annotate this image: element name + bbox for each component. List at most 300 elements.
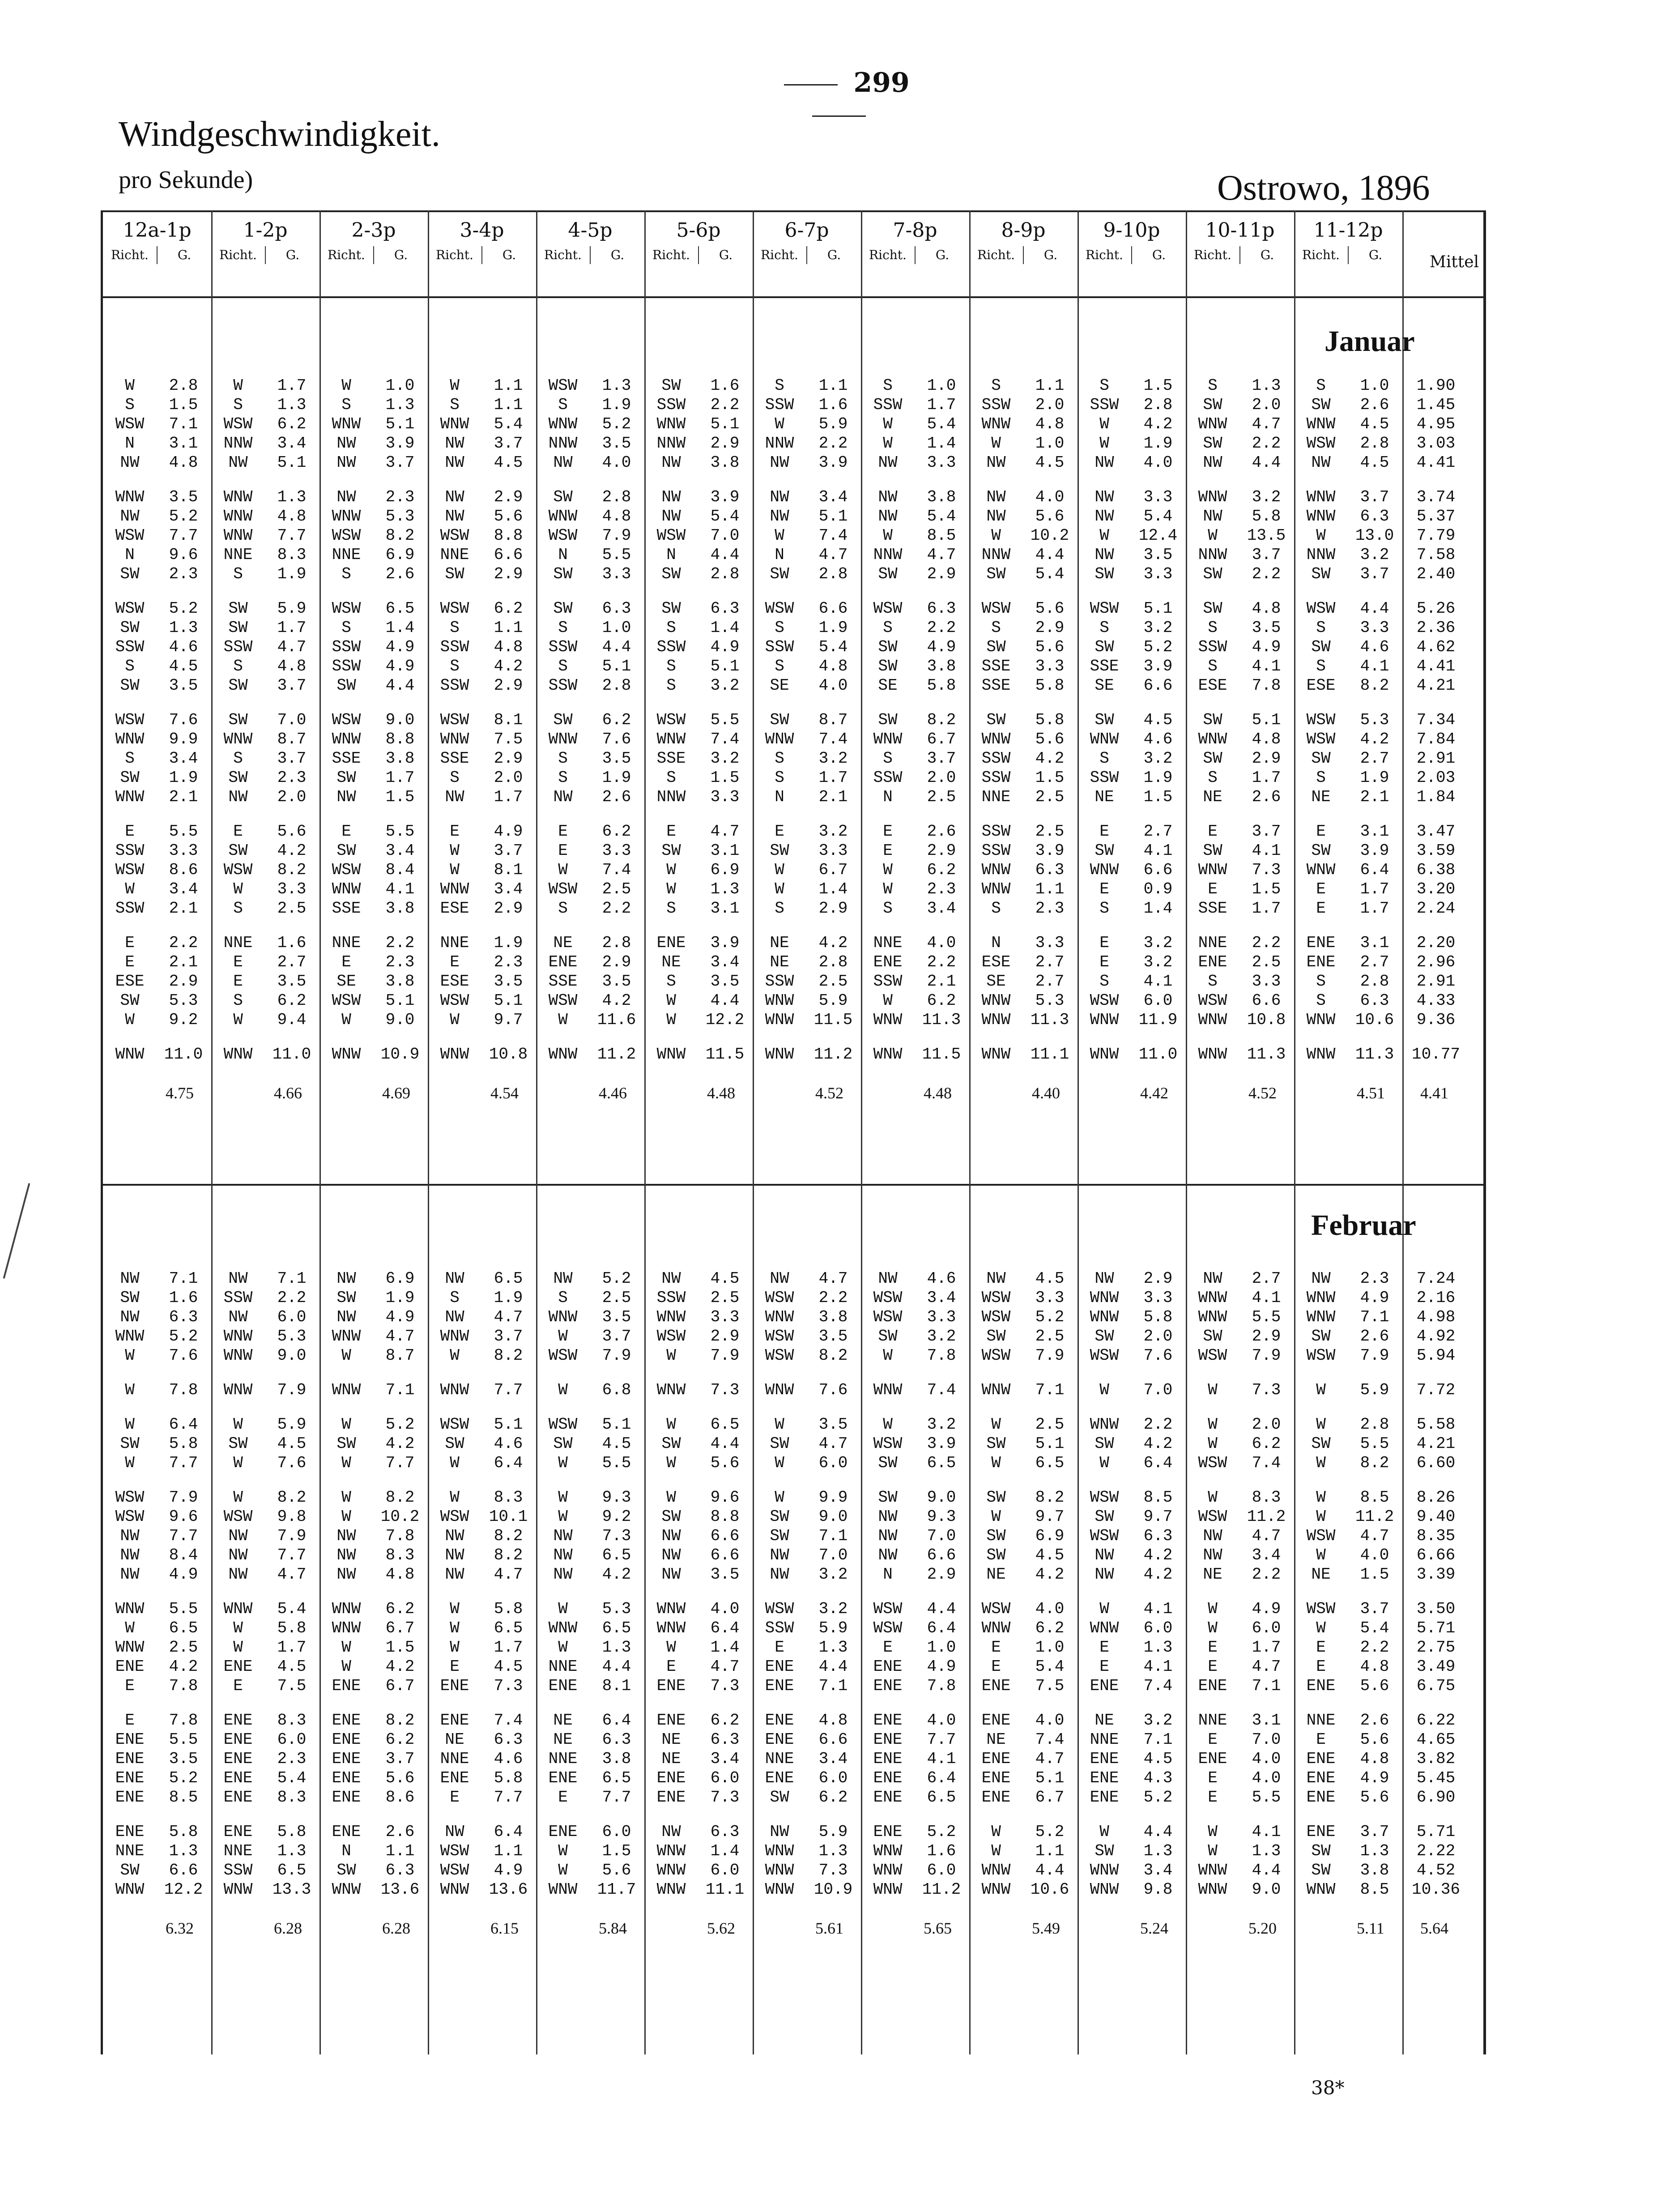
wind-direction: WNW [981, 1861, 1011, 1879]
wind-speed: 7.4 [1143, 1677, 1173, 1695]
wind-speed: 3.2 [818, 1600, 848, 1618]
wind-direction: NE [553, 1711, 573, 1729]
wind-speed: 6.6 [1252, 991, 1281, 1010]
wind-direction: WNW [1306, 1308, 1336, 1326]
wind-direction: WNW [548, 1880, 578, 1899]
wind-speed: 3.5 [169, 488, 198, 506]
speed-label: G. [1043, 248, 1058, 262]
day-group [753, 376, 806, 472]
wind-direction: ENE [223, 1769, 253, 1787]
februar-hour-average: 5.61 [815, 1919, 843, 1937]
day-group [319, 1599, 373, 1695]
wind-speed: 9.9 [818, 1488, 848, 1507]
wind-speed: 2.5 [1035, 1327, 1065, 1345]
day-group [590, 376, 643, 472]
subheader [211, 246, 319, 264]
wind-speed: 1.5 [169, 396, 198, 414]
wind-speed: 5.9 [818, 1823, 848, 1841]
day-group [1186, 1711, 1239, 1807]
wind-speed: 3.7 [1360, 1823, 1389, 1841]
day-group [590, 1488, 643, 1584]
day-group [1023, 1415, 1077, 1473]
wind-direction: S [341, 565, 351, 583]
wind-direction: W [1208, 1381, 1218, 1399]
day-group [915, 1488, 968, 1584]
wind-direction: W [450, 841, 460, 860]
wind-speed: 1.3 [277, 396, 307, 414]
wind-direction: E [1099, 1657, 1109, 1676]
wind-direction: E [450, 822, 460, 841]
day-group [1131, 933, 1185, 1029]
wind-direction: W [883, 991, 893, 1010]
dir-label: Richt. [1077, 246, 1132, 264]
wind-speed: 13.6 [489, 1880, 528, 1899]
wind-direction: W [991, 1842, 1001, 1860]
day-group [481, 1822, 535, 1899]
daily-mean: 2.03 [1416, 769, 1456, 787]
daily-mean: 5.26 [1416, 599, 1456, 618]
wind-direction: E [1099, 1638, 1109, 1657]
speed-label: G. [1152, 248, 1166, 262]
daily-mean: 3.50 [1416, 1600, 1456, 1618]
januar-hour-average: 4.42 [1140, 1084, 1168, 1102]
daily-mean: 2.16 [1416, 1289, 1456, 1307]
wind-speed: 2.8 [169, 376, 198, 395]
wind-direction: WNW [548, 1619, 578, 1637]
wind-direction: SSW [223, 1861, 253, 1879]
subheader [1077, 246, 1186, 264]
day-group [915, 1599, 968, 1695]
wind-direction: SW [336, 841, 356, 860]
wind-direction: ENE [115, 1657, 145, 1676]
wind-speed: 5.3 [385, 507, 415, 525]
wind-direction: E [1316, 899, 1326, 918]
wind-speed: 8.7 [818, 711, 848, 729]
wind-speed: 2.2 [818, 1289, 848, 1307]
wind-direction: SW [661, 1507, 681, 1526]
daily-mean: 3.20 [1416, 880, 1456, 898]
wind-direction: W [450, 1488, 460, 1507]
wind-speed: 3.3 [818, 841, 848, 860]
hour-label: 5-6p [676, 219, 721, 242]
wind-direction: WNW [440, 415, 469, 433]
wind-speed: 5.8 [494, 1600, 523, 1618]
wind-speed: 8.4 [169, 1546, 198, 1564]
wind-speed: 7.1 [169, 1269, 198, 1288]
wind-speed: 5.9 [818, 1619, 848, 1637]
wind-speed: 4.5 [1360, 415, 1389, 433]
station-location: Ostrowo, 1896 [1217, 168, 1430, 208]
wind-direction: SW [1095, 1435, 1114, 1453]
day-group [536, 1488, 590, 1584]
wind-direction: NW [1095, 1269, 1114, 1288]
wind-speed: 6.7 [1035, 1788, 1065, 1806]
wind-direction: NE [1203, 788, 1222, 806]
day-group [1186, 822, 1239, 918]
wind-speed: 8.6 [169, 861, 198, 879]
wind-direction: SW [228, 711, 248, 729]
wind-speed: 5.1 [277, 453, 307, 472]
wind-speed: 6.3 [1143, 1527, 1173, 1545]
day-group [319, 1415, 373, 1473]
day-group [319, 933, 373, 1029]
month-label-februar: Februar [1311, 1209, 1416, 1242]
wind-speed: 11.3 [1247, 1045, 1286, 1063]
wind-direction: W [1316, 1619, 1326, 1637]
wind-direction: WNW [1090, 730, 1119, 748]
wind-direction: NW [878, 1546, 898, 1564]
wind-speed: 4.2 [1035, 1565, 1065, 1584]
wind-speed: 7.1 [169, 415, 198, 433]
wind-speed: 6.3 [710, 1730, 740, 1749]
daily-mean: 6.75 [1416, 1677, 1456, 1695]
wind-direction: WNW [1090, 1045, 1119, 1063]
wind-direction: NNE [1198, 1711, 1227, 1729]
wind-direction: ENE [223, 1750, 253, 1768]
wind-table [101, 210, 1486, 2054]
wind-direction: W [666, 1488, 676, 1507]
day-group [373, 1822, 427, 1899]
wind-direction: ENE [548, 1769, 578, 1787]
wind-speed: 1.7 [385, 769, 415, 787]
wind-direction: SSE [981, 657, 1011, 675]
wind-direction: ENE [440, 1769, 469, 1787]
page-title: Windgeschwindigkeit. [119, 115, 440, 154]
day-group [915, 487, 968, 584]
day-group [698, 1415, 752, 1473]
wind-direction: WSW [440, 1842, 469, 1860]
wind-direction: W [558, 1842, 568, 1860]
wind-speed: 2.5 [818, 972, 848, 991]
day-group [698, 822, 752, 918]
wind-direction: SSW [873, 396, 903, 414]
wind-speed: 5.4 [1360, 1619, 1389, 1637]
wind-direction: NW [878, 1507, 898, 1526]
wind-speed: 2.1 [169, 899, 198, 918]
wind-direction: WSW [873, 599, 903, 618]
wind-speed: 11.0 [164, 1045, 203, 1063]
wind-direction: NW [878, 1527, 898, 1545]
wind-direction: WNW [1090, 861, 1119, 879]
wind-direction: E [125, 934, 135, 952]
wind-direction: NW [878, 1269, 898, 1288]
wind-speed: 5.2 [1035, 1308, 1065, 1326]
wind-speed: 7.7 [602, 1788, 631, 1806]
wind-speed: 2.7 [1035, 972, 1065, 991]
day-group [428, 1599, 481, 1695]
wind-direction: NW [1203, 1269, 1222, 1288]
day-group [644, 1488, 698, 1584]
wind-speed: 6.4 [169, 1415, 198, 1434]
wind-speed: 3.4 [710, 953, 740, 971]
wind-direction: SW [770, 1788, 789, 1806]
wind-direction: W [991, 1415, 1001, 1434]
wind-direction: NW [878, 488, 898, 506]
wind-speed: 3.5 [818, 1327, 848, 1345]
day-group [698, 1822, 752, 1899]
wind-direction: NE [661, 1730, 681, 1749]
wind-direction: E [666, 822, 676, 841]
wind-direction: SW [1203, 396, 1222, 414]
wind-direction: W [233, 1619, 243, 1637]
wind-direction: NW [445, 434, 464, 453]
wind-speed: 2.2 [1252, 934, 1281, 952]
wind-direction: ENE [223, 1730, 253, 1749]
wind-speed: 4.2 [494, 657, 523, 675]
day-group [861, 710, 915, 807]
wind-direction: W [666, 861, 676, 879]
wind-speed: 7.3 [1252, 1381, 1281, 1399]
wind-speed: 10.6 [1030, 1880, 1069, 1899]
wind-direction: W [1099, 415, 1109, 433]
wind-speed: 1.1 [1035, 376, 1065, 395]
wind-direction: SW [986, 1327, 1006, 1345]
day-group [211, 1488, 265, 1584]
wind-speed: 1.7 [1360, 899, 1389, 918]
wind-direction: SSE [440, 749, 469, 768]
wind-speed: 7.3 [710, 1381, 740, 1399]
subheader [428, 246, 536, 264]
wind-speed: 5.3 [1360, 711, 1389, 729]
wind-speed: 5.5 [602, 1454, 631, 1472]
wind-speed: 2.8 [602, 676, 631, 695]
day-group [481, 487, 535, 584]
wind-direction: E [233, 953, 243, 971]
wind-direction: ENE [1306, 1769, 1336, 1787]
scan-edge-mark [3, 1183, 30, 1279]
header-hour-1 [211, 215, 319, 264]
wind-speed: 4.8 [277, 507, 307, 525]
wind-direction: ENE [1306, 1788, 1336, 1806]
wind-direction: SSE [332, 749, 361, 768]
wind-direction: W [341, 1638, 351, 1657]
day-group [103, 1822, 157, 1899]
wind-speed: 6.2 [385, 1600, 415, 1618]
wind-direction: WNW [765, 1842, 794, 1860]
header-rule [103, 296, 1483, 298]
wind-speed: 4.2 [277, 841, 307, 860]
day-group [1294, 1599, 1348, 1695]
wind-speed: 7.8 [927, 1677, 956, 1695]
day-group [1186, 1045, 1239, 1064]
wind-direction: WNW [223, 1600, 253, 1618]
wind-direction: ENE [332, 1677, 361, 1695]
wind-speed: 10.9 [380, 1045, 420, 1063]
speed-label: G. [177, 248, 192, 262]
wind-speed: 4.1 [385, 880, 415, 898]
wind-direction: WSW [115, 1507, 145, 1526]
day-group [861, 933, 915, 1029]
day-group [1186, 1415, 1239, 1473]
wind-direction: NW [336, 1527, 356, 1545]
wind-speed: 6.3 [494, 1730, 523, 1749]
wind-speed: 10.2 [1030, 526, 1069, 545]
day-group [1239, 1599, 1293, 1695]
day-group [1023, 1599, 1077, 1695]
wind-speed: 6.5 [494, 1619, 523, 1637]
wind-speed: 3.5 [169, 1750, 198, 1768]
wind-direction: NW [1203, 507, 1222, 525]
wind-direction: WNW [548, 1308, 578, 1326]
day-group [1023, 1488, 1077, 1584]
wind-speed: 6.2 [277, 991, 307, 1010]
wind-speed: 7.3 [710, 1677, 740, 1695]
wind-direction: WNW [765, 1381, 794, 1399]
day-group [373, 933, 427, 1029]
wind-speed: 1.7 [1360, 880, 1389, 898]
wind-direction: NW [553, 1269, 573, 1288]
daily-mean: 1.90 [1416, 376, 1456, 395]
wind-speed: 2.5 [710, 1289, 740, 1307]
wind-direction: WNW [981, 880, 1011, 898]
wind-speed: 4.8 [1252, 730, 1281, 748]
wind-direction: WSW [1306, 730, 1336, 748]
wind-direction: W [883, 861, 893, 879]
wind-direction: S [558, 749, 568, 768]
februar-dir-column-1 [211, 1269, 265, 1914]
wind-direction: NW [336, 453, 356, 472]
day-group [1023, 710, 1077, 807]
wind-direction: ENE [765, 1657, 794, 1676]
wind-speed: 5.8 [1252, 507, 1281, 525]
daily-mean: 5.45 [1416, 1769, 1456, 1787]
day-group [590, 710, 643, 807]
wind-direction: NNE [1198, 934, 1227, 952]
daily-mean: 4.41 [1416, 657, 1456, 675]
wind-speed: 1.0 [1360, 376, 1389, 395]
daily-mean: 3.74 [1416, 488, 1456, 506]
wind-speed: 7.1 [818, 1677, 848, 1695]
wind-direction: WNW [765, 1880, 794, 1899]
day-group [428, 1415, 481, 1473]
daily-mean: 8.26 [1416, 1488, 1456, 1507]
wind-direction: SSE [548, 972, 578, 991]
daily-mean: 2.91 [1416, 749, 1456, 768]
day-group [319, 822, 373, 918]
day-group [373, 710, 427, 807]
wind-direction: SSW [1090, 769, 1119, 787]
wind-speed: 1.5 [1252, 880, 1281, 898]
wind-direction: SW [878, 657, 898, 675]
day-group [590, 1269, 643, 1365]
wind-speed: 9.3 [927, 1507, 956, 1526]
wind-direction: E [1208, 1769, 1218, 1787]
januar-dir-column-11 [1294, 376, 1348, 1079]
wind-speed: 3.7 [277, 749, 307, 768]
day-group [1186, 1269, 1239, 1365]
wind-direction: NW [336, 1269, 356, 1288]
wind-speed: 1.3 [1143, 1842, 1173, 1860]
wind-direction: NW [1311, 453, 1331, 472]
wind-speed: 3.8 [927, 657, 956, 675]
wind-direction: WNW [981, 730, 1011, 748]
wind-direction: WSW [1090, 1488, 1119, 1507]
wind-direction: WNW [548, 507, 578, 525]
wind-direction: WNW [1198, 1861, 1227, 1879]
wind-speed: 3.7 [1360, 1600, 1389, 1618]
day-group [644, 1415, 698, 1473]
wind-direction: W [883, 526, 893, 545]
wind-direction: W [1208, 1435, 1218, 1453]
wind-direction: WNW [1306, 1880, 1336, 1899]
wind-direction: E [1208, 1788, 1218, 1806]
wind-direction: W [775, 415, 784, 433]
wind-direction: WNW [765, 1308, 794, 1326]
wind-direction: NNE [115, 1842, 145, 1860]
wind-speed: 3.4 [927, 899, 956, 918]
wind-direction: ENE [1306, 934, 1336, 952]
hour-label: 2-3p [351, 219, 396, 242]
day-group [1023, 1380, 1077, 1400]
wind-speed: 2.5 [1035, 788, 1065, 806]
wind-speed: 1.1 [494, 1842, 523, 1860]
wind-speed: 1.9 [602, 396, 631, 414]
wind-speed: 7.0 [710, 526, 740, 545]
wind-speed: 6.3 [927, 599, 956, 618]
wind-direction: SSW [223, 1289, 253, 1307]
day-group [373, 1599, 427, 1695]
wind-direction: NE [1095, 788, 1114, 806]
wind-speed: 6.2 [385, 1730, 415, 1749]
wind-speed: 11.3 [1030, 1011, 1069, 1029]
wind-speed: 6.7 [385, 1677, 415, 1695]
wind-direction: SW [120, 565, 140, 583]
wind-direction: S [450, 657, 460, 675]
day-group [644, 1380, 698, 1400]
wind-speed: 6.6 [494, 546, 523, 564]
wind-speed: 2.8 [1360, 434, 1389, 453]
wind-speed: 3.1 [710, 899, 740, 918]
wind-direction: WNW [1090, 1415, 1119, 1434]
subheader [861, 246, 969, 264]
dir-label: Richt. [319, 246, 374, 264]
wind-speed: 7.9 [277, 1527, 307, 1545]
wind-speed: 2.8 [818, 565, 848, 583]
wind-speed: 4.2 [385, 1657, 415, 1676]
wind-speed: 11.9 [1138, 1011, 1178, 1029]
wind-direction: WNW [765, 1011, 794, 1029]
wind-speed: 2.2 [1252, 434, 1281, 453]
wind-direction: NNE [981, 788, 1011, 806]
day-group [1294, 1380, 1348, 1400]
wind-direction: N [883, 1565, 893, 1584]
wind-speed: 6.4 [927, 1619, 956, 1637]
wind-speed: 6.4 [710, 1619, 740, 1637]
wind-speed: 9.4 [277, 1011, 307, 1029]
table-top-rule [103, 210, 1483, 212]
wind-direction: WNW [115, 1327, 145, 1345]
wind-direction: ENE [332, 1823, 361, 1841]
wind-speed: 3.8 [710, 453, 740, 472]
day-group [644, 1045, 698, 1064]
februar-hour-average: 5.65 [924, 1919, 952, 1937]
day-group [969, 1380, 1023, 1400]
wind-speed: 2.8 [602, 488, 631, 506]
wind-speed: 1.6 [710, 376, 740, 395]
wind-speed: 10.8 [489, 1045, 528, 1063]
wind-speed: 4.4 [1360, 599, 1389, 618]
januar-hour-average: 4.52 [1248, 1084, 1277, 1102]
day-group [428, 1488, 481, 1584]
wind-speed: 5.6 [1035, 599, 1065, 618]
day-group [1294, 487, 1348, 584]
wind-speed: 8.1 [494, 711, 523, 729]
wind-speed: 5.4 [710, 507, 740, 525]
header-hour-0 [103, 215, 211, 264]
day-group [1294, 1822, 1348, 1899]
wind-direction: WSW [440, 1507, 469, 1526]
wind-direction: WNW [332, 1381, 361, 1399]
